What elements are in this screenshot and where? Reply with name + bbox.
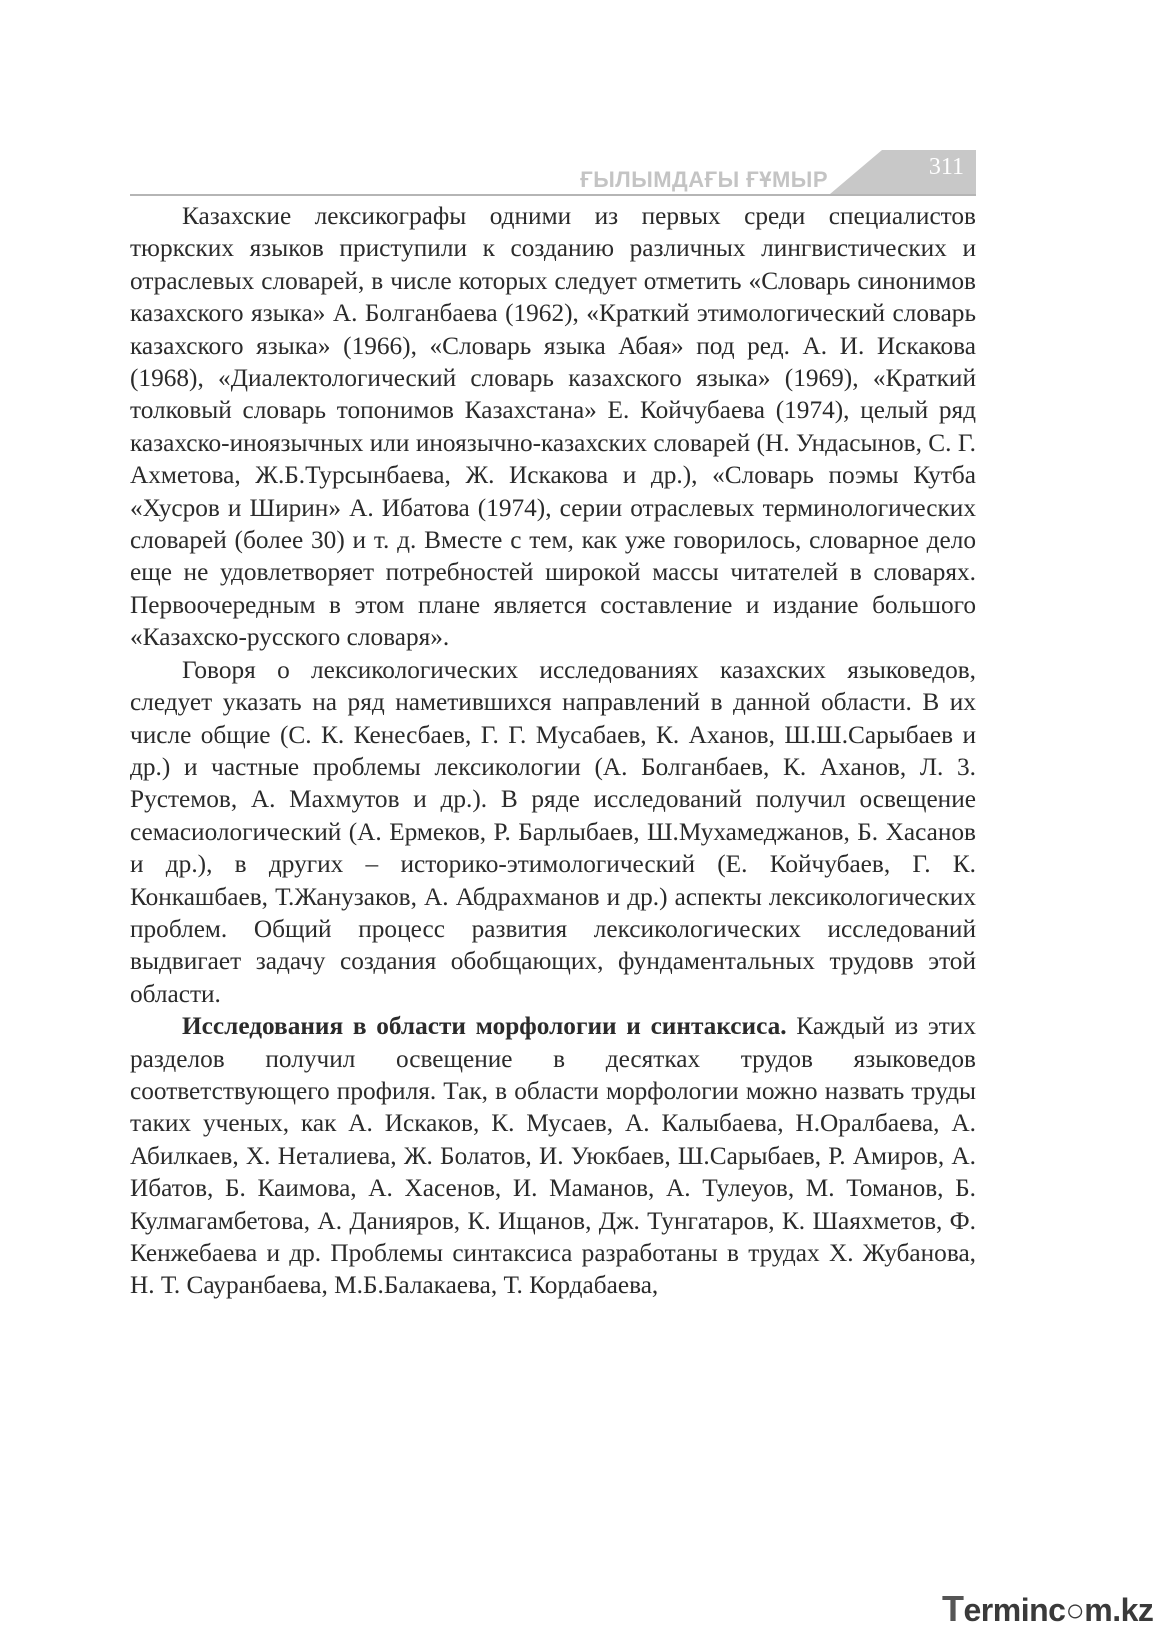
running-header [130,148,976,196]
running-header-title: ҒЫЛЫМДАҒЫ ҒҰМЫР [580,167,828,192]
watermark-tail: m.kz [1084,1592,1154,1628]
body-text [130,200,976,1302]
paragraph-lexicography [130,200,976,654]
watermark-o-glyph: ○ [1065,1592,1085,1628]
page-number: 311 [928,154,964,180]
section-heading-inline: Исследования в области морфологии и синтаксиса. [182,1012,787,1041]
watermark-text: erminc [963,1592,1066,1628]
page-number-tab [830,150,976,194]
termincom-watermark [942,1588,1153,1630]
paragraph-lexicology [130,654,976,1010]
paragraph-text: Казахские лексикографы одними из первых среди специалистов тюркских языков приступили к созданию различных лингвистических и отраслевых словарей, в числе которых следует отметить «Словарь синонимов казахского языка» А. Болганбаева (1962), «Краткий этимологический словарь казахского языка» (1966), «Словарь языка Абая» под ред. А. И. Искакова (1968), «Диалектологический словарь казахского языка» (1969), «Краткий толковый словарь топонимов Казахстана» Е. Койчубаева (1974), целый ряд казахско-иноязычных или иноязычно-казахских словарей (Н. Ундасынов, С. Г. Ахметова, Ж.Б.Турсынбаева, Ж. Искакова и др.), «Словарь поэмы Кутба «Хусров и Ширин» А. Ибатова (1974), серии отраслевых терминологических словарей (более 30) и т. д. Вместе с тем, как уже говорилось, словарное дело еще не удовлетворяет потребностей широкой массы читателей в словарях. Первоочередным в этом плане является составление и издание большого «Казахско-русского словаря». [130,202,976,652]
watermark-first-letter: T [942,1588,964,1629]
header-rule [130,194,976,196]
paragraph-text: Каждый из этих разделов получил освещение в десятках трудов языковедов соответствующего профиля. Так, в области морфологии можно назвать труды таких ученых, как А. Искаков, К. Мусаев, А. Калыбаева, Н.Оралбаева, А. Абилкаев, Х. Неталиева, Ж. Болатов, И. Уюкбаев, Ш.Сарыбаев, Р. Амиров, А. Ибатов, Б. Каимова, А. Хасенов, И. Маманов, А. Тулеуов, М. Томанов, Б. Кулмагамбетова, А. Данияров, К. Ищанов, Дж. Тунгатаров, К. Шаяхметов, Ф. Кенжебаева и др. Проблемы синтаксиса разработаны в трудах Х. Жубанова, Н. Т. Сауранбаева, М.Б.Балакаева, Т. Кордабаева, [130,1012,976,1300]
paragraph-text: Говоря о лексикологических исследованиях казахских языковедов, следует указать на ряд наметившихся направлений в данной области. В их числе общие (С. К. Кенесбаев, Г. Г. Мусабаев, К. Аханов, Ш.Ш.Сарыбаев и др.) и частные проблемы лексикологии (А. Болганбаев, К. Аханов, Л. 3. Рустемов, А. Махмутов и др.). В ряде исследований получил освещение семасиологический (А. Ермеков, Р. Барлыбаев, Ш.Мухамеджанов, Б. Хасанов и др.), в других – историко-этимологический (Е. Койчубаев, Г. К. Конкашбаев, Т.Жанузаков, А. Абдрахманов и др.) аспекты лексикологических проблем. Общий процесс развития лексикологических исследований выдвигает задачу создания обобщающих, фундаментальных трудовв этой области. [130,655,976,1008]
paragraph-morphology-syntax [130,1010,976,1302]
